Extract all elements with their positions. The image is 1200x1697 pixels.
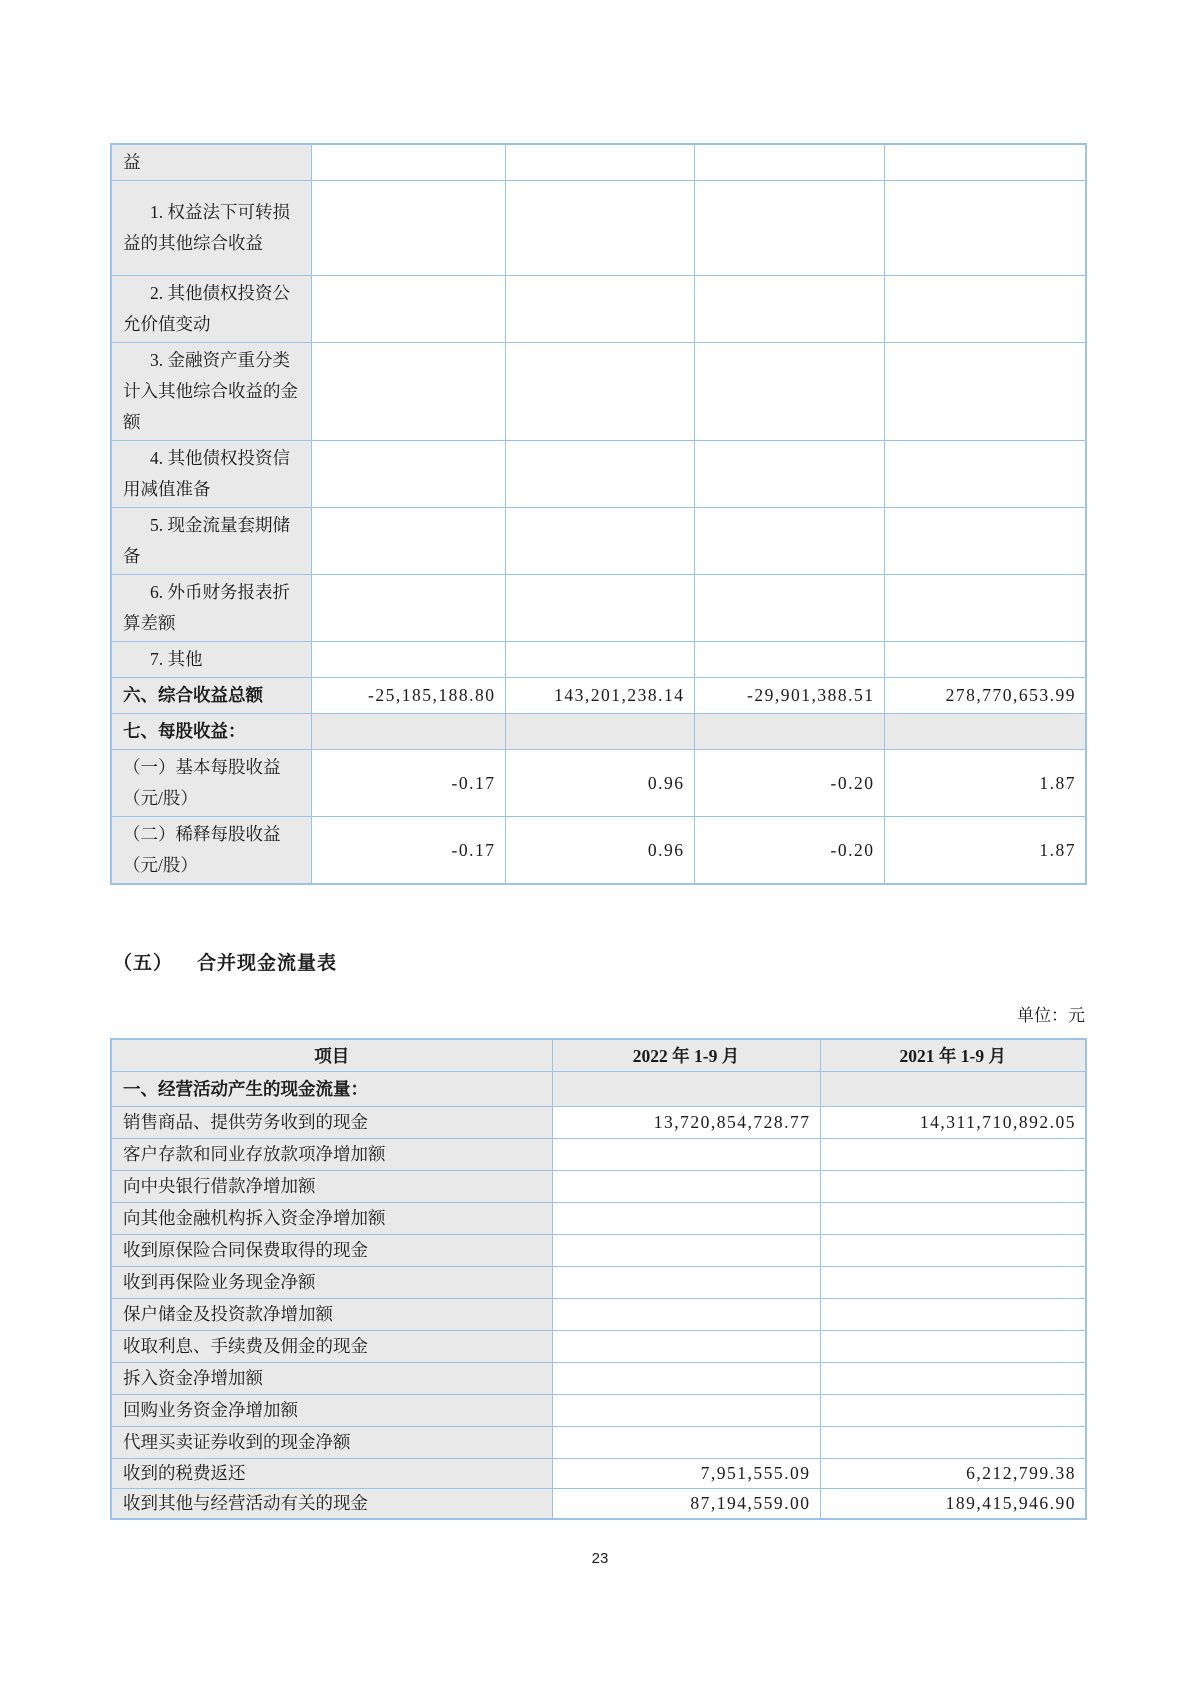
row-value [552,1266,820,1298]
row-value [311,144,505,181]
row-label: 收取利息、手续费及佣金的现金 [111,1330,552,1362]
row-value [820,1266,1086,1298]
table-row [111,1394,1086,1426]
row-value [311,276,505,343]
row-value [311,575,505,642]
unit-label: 单位：元 [1017,1006,1085,1025]
row-label: 6. 外币财务报表折算差额 [111,575,311,642]
table-row [111,1106,1086,1138]
row-value [552,1330,820,1362]
row-value [552,1202,820,1234]
table-row [111,642,1086,678]
row-value [552,1298,820,1330]
row-value: 87,194,559.00 [552,1488,820,1519]
row-value [884,575,1086,642]
row-value: 14,311,710,892.05 [820,1106,1086,1138]
column-header-period-2021: 2021 年 1-9 月 [820,1039,1086,1071]
row-value [552,1362,820,1394]
row-value: -0.20 [694,750,884,817]
row-value [820,1202,1086,1234]
row-value [505,441,694,508]
table-row [111,1426,1086,1458]
row-value [884,343,1086,441]
row-label: 销售商品、提供劳务收到的现金 [111,1106,552,1138]
table-row [111,714,1086,750]
cash-flow-header-row [111,1039,1086,1071]
row-value: -0.17 [311,750,505,817]
row-value [311,181,505,276]
table-row [111,575,1086,642]
row-value [694,508,884,575]
page-number: 23 [591,1550,609,1567]
row-value: -25,185,188.80 [311,678,505,714]
row-value [311,343,505,441]
row-label: 保户储金及投资款净增加额 [111,1298,552,1330]
table-row [111,750,1086,817]
row-value [884,144,1086,181]
row-label: 收到的税费返还 [111,1458,552,1488]
row-value [694,642,884,678]
row-value [311,441,505,508]
row-value [505,714,694,750]
row-value [694,144,884,181]
row-label: 5. 现金流量套期储备 [111,508,311,575]
column-header-period-2022: 2022 年 1-9 月 [552,1039,820,1071]
row-value [694,181,884,276]
row-label: 7. 其他 [111,642,311,678]
row-label: 拆入资金净增加额 [111,1362,552,1394]
row-value: 0.96 [505,750,694,817]
row-value [820,1298,1086,1330]
table-row [111,181,1086,276]
row-label: 客户存款和同业存放款项净增加额 [111,1138,552,1170]
row-value: 189,415,946.90 [820,1488,1086,1519]
table-row [111,678,1086,714]
row-value [694,714,884,750]
row-value [311,714,505,750]
row-label: 七、每股收益： [111,714,311,750]
row-value [552,1138,820,1170]
row-value [820,1394,1086,1426]
row-value [505,276,694,343]
row-value [820,1138,1086,1170]
section-title: 合并现金流量表 [197,953,338,974]
row-value [505,508,694,575]
row-label: 2. 其他债权投资公允价值变动 [111,276,311,343]
table-row [111,276,1086,343]
row-value [820,1071,1086,1106]
row-value [694,276,884,343]
table-row [111,1266,1086,1298]
row-value [820,1426,1086,1458]
row-value [505,181,694,276]
row-value [820,1362,1086,1394]
row-value: -0.17 [311,817,505,885]
row-value [884,276,1086,343]
row-label: 六、综合收益总额 [111,678,311,714]
row-value [694,575,884,642]
row-label: 代理买卖证券收到的现金净额 [111,1426,552,1458]
row-label: 收到再保险业务现金净额 [111,1266,552,1298]
row-label: 向中央银行借款净增加额 [111,1170,552,1202]
row-value [552,1234,820,1266]
table-row [111,817,1086,885]
column-header-item: 项目 [111,1039,552,1071]
row-value: 0.96 [505,817,694,885]
table-row [111,1298,1086,1330]
row-label: 益 [111,144,311,181]
row-value: 13,720,854,728.77 [552,1106,820,1138]
table-row [111,1458,1086,1488]
row-value [694,343,884,441]
row-value [311,508,505,575]
comprehensive-income-table [110,143,1087,885]
table-row [111,508,1086,575]
section-index: （五） [113,953,174,974]
table-row [111,144,1086,181]
row-label: 收到其他与经营活动有关的现金 [111,1488,552,1519]
row-value [505,642,694,678]
row-value: -0.20 [694,817,884,885]
comprehensive-income-table-body [111,144,1086,884]
row-value: -29,901,388.51 [694,678,884,714]
row-label: 收到原保险合同保费取得的现金 [111,1234,552,1266]
row-label: 一、经营活动产生的现金流量： [111,1071,552,1106]
row-value: 7,951,555.09 [552,1458,820,1488]
row-label: （二）稀释每股收益（元/股） [111,817,311,885]
cash-flow-table [110,1038,1087,1520]
table-row [111,1488,1086,1519]
row-value [884,441,1086,508]
row-value [505,144,694,181]
row-value [311,642,505,678]
row-value: 1.87 [884,817,1086,885]
row-value: 1.87 [884,750,1086,817]
table-row [111,1202,1086,1234]
row-label: 4. 其他债权投资信用减值准备 [111,441,311,508]
row-value [552,1426,820,1458]
row-value [694,441,884,508]
table-row [111,1071,1086,1106]
table-row [111,343,1086,441]
section-heading [113,948,337,975]
row-value [884,181,1086,276]
row-value [552,1170,820,1202]
row-value [884,508,1086,575]
row-value [820,1330,1086,1362]
row-value [505,575,694,642]
table-row [111,1362,1086,1394]
row-value [820,1170,1086,1202]
row-label: 回购业务资金净增加额 [111,1394,552,1426]
cash-flow-table-body [111,1071,1086,1519]
row-value [552,1071,820,1106]
row-label: （一）基本每股收益（元/股） [111,750,311,817]
row-value [820,1234,1086,1266]
row-value [884,714,1086,750]
table-row [111,1330,1086,1362]
row-value [552,1394,820,1426]
table-row [111,441,1086,508]
table-row [111,1234,1086,1266]
row-value: 6,212,799.38 [820,1458,1086,1488]
row-label: 向其他金融机构拆入资金净增加额 [111,1202,552,1234]
row-value [505,343,694,441]
row-label: 1. 权益法下可转损益的其他综合收益 [111,181,311,276]
row-value: 278,770,653.99 [884,678,1086,714]
row-value [884,642,1086,678]
row-label: 3. 金融资产重分类计入其他综合收益的金额 [111,343,311,441]
table-row [111,1170,1086,1202]
table-row [111,1138,1086,1170]
row-value: 143,201,238.14 [505,678,694,714]
